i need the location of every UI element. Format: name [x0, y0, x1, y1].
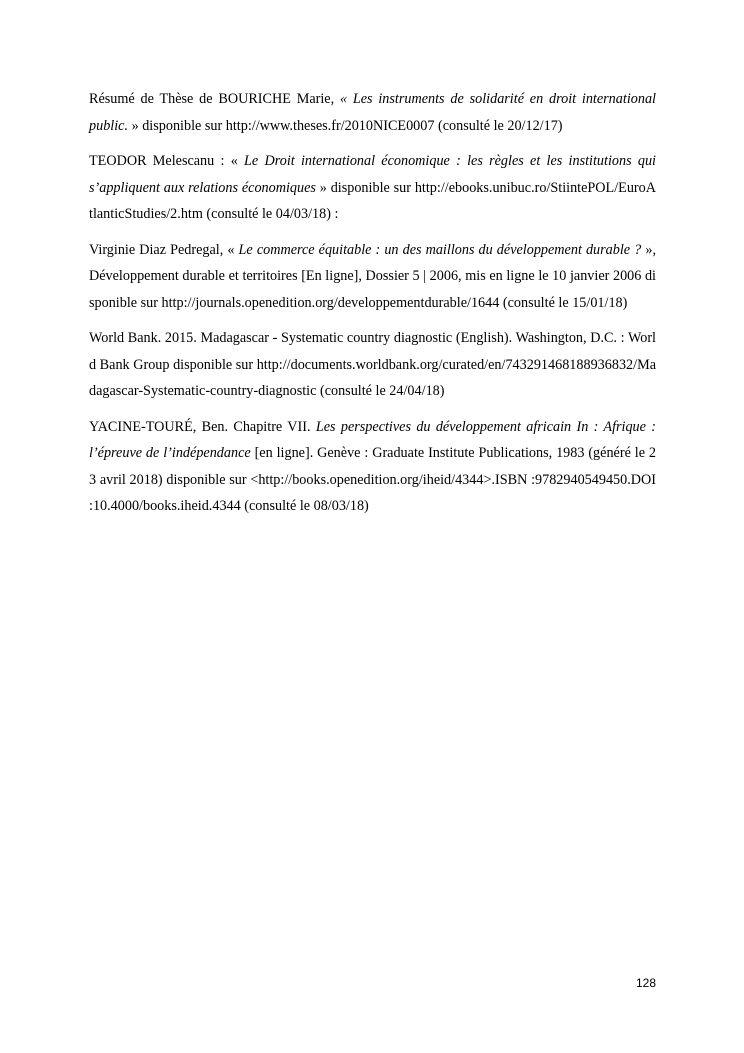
reference-entry — [89, 148, 656, 228]
reference-source: », Développement durable et territoires [En ligne], Dossier 5 | 2006, mis en ligne le 10 janvier 2006 disponible sur http://journals.openedition.org/developpementdurable/1644 (consulté le 15/01/18) — [89, 241, 656, 311]
reference-entry — [89, 86, 656, 139]
reference-title: « Les instruments de solidarité en droit international public. — [89, 91, 656, 134]
reference-title: Les perspectives du développement africain In : Afrique : l’épreuve de l’indépendance — [89, 418, 656, 461]
reference-author: Résumé de Thèse de BOURICHE Marie, — [89, 91, 340, 107]
page-number: 128 — [635, 976, 656, 990]
reference-entry — [89, 237, 656, 317]
reference-author: World Bank. 2015. Madagascar - Systematic country diagnostic (English). Washington, D.C. : World Bank Group disponible sur http://documents.worldbank.org/curated/en/743291468188936832/Madagascar-Systematic-country-diagnostic (consulté le 24/04/18) — [89, 330, 656, 399]
reference-source: [en ligne]. Genève : Graduate Institute Publications, 1983 (généré le 23 avril 2018) disponible sur <http://books.openedition.org/iheid/4344>.ISBN :9782940549450.DOI :10.4000/books.iheid.4344 (consulté le 08/03/18) — [89, 445, 656, 514]
reference-entry — [89, 414, 656, 520]
reference-title: Le Droit international économique : les règles et les institutions qui s’appliquent aux relations économiques — [89, 153, 656, 196]
reference-source: » disponible sur http://www.theses.fr/2010NICE0007 (consulté le 20/12/17) — [128, 117, 563, 134]
reference-list — [89, 86, 656, 529]
reference-title: Le commerce équitable : un des maillons du développement durable ? — [238, 241, 646, 258]
reference-entry — [89, 325, 656, 405]
reference-author: TEODOR Melescanu : « — [89, 153, 245, 169]
reference-source: » disponible sur http://ebooks.unibuc.ro/StiintePOL/EuroAtlanticStudies/2.htm (consulté le 04/03/18) : — [89, 179, 656, 222]
reference-author: YACINE-TOURÉ, Ben. Chapitre VII. — [89, 418, 316, 435]
reference-author: Virginie Diaz Pedregal, « — [89, 241, 239, 258]
